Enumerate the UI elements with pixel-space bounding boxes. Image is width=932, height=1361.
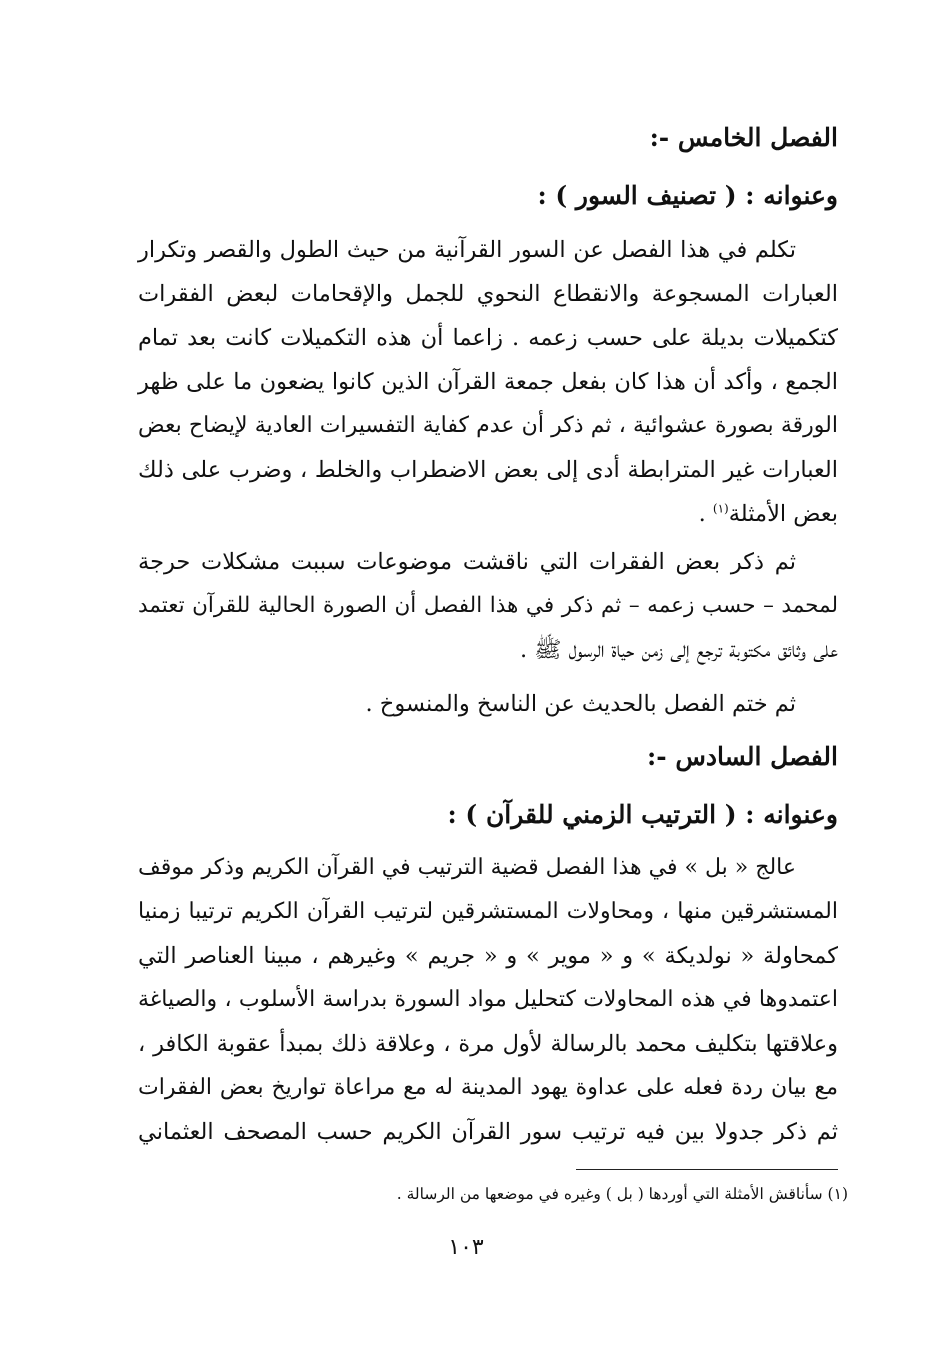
chapter-6-title: وعنوانه : ( الترتيب الزمني للقرآن ) : xyxy=(447,800,838,829)
text-line: تكلم في هذا الفصل عن السور القرآنية من حيث الطول والقصر وتكرار xyxy=(138,237,796,263)
footnote: (١) سأناقش الأمثلة التي أوردها ( بل ) وغيره في موضعها من الرسالة . xyxy=(396,1185,848,1203)
text-line: اعتمدوها في هذه المحاولات كتحليل مواد السورة بدراسة الأسلوب ، والصياغة xyxy=(138,987,838,1012)
text-line: ثم ذكر بعض الفقرات التي ناقشت موضوعات سببت مشكلات حرجة xyxy=(138,549,796,575)
chapter-6-heading: الفصل السادس -: xyxy=(647,742,838,771)
chapter-5-paragraph-3 xyxy=(138,682,838,726)
text-line: كمحاولة « نولديكة » و « موير » و « جريم » وغيرهم ، مبينا العناصر التي xyxy=(138,943,838,969)
text-line: وعلاقتها بتكليف محمد بالرسالة لأول مرة ، وعلاقة ذلك بمبدأ عقوبة الكافر ، xyxy=(138,1031,838,1057)
chapter-5-title: وعنوانه : ( تصنيف السور ) : xyxy=(537,181,838,210)
text-line: الورقة بصورة عشوائية ، ثم ذكر أن عدم كفاية التفسيرات العادية لإيضاح بعض xyxy=(138,413,838,438)
chapter-5-heading: الفصل الخامس -: xyxy=(649,123,838,152)
text-line: لمحمد – حسب زعمه – ثم ذكر في هذا الفصل أن الصورة الحالية للقرآن تعتمد xyxy=(138,593,838,618)
footnote-reference: (١) xyxy=(712,501,729,516)
chapter-5-paragraph-1 xyxy=(138,228,838,536)
text-line: عالج « بل » في هذا الفصل قضية الترتيب في القرآن الكريم وذكر موقف xyxy=(138,855,796,880)
footnote-divider xyxy=(576,1169,838,1170)
chapter-5-paragraph-2 xyxy=(138,540,838,672)
text-line: العبارات المسجوعة والانقطاع النحوي للجمل والإقحامات لبعض الفقرات xyxy=(138,281,838,307)
text-line: مع بيان ردة فعله على عداوة يهود المدينة له مع مراعاة تواريخ بعض الفقرات xyxy=(138,1075,838,1100)
text-line: المستشرقين منها ، ومحاولات المستشرقين لترتيب القرآن الكريم ترتيبا زمنيا xyxy=(138,899,838,924)
text-line xyxy=(138,492,838,536)
text-line-end: . xyxy=(698,501,713,527)
text-line: العبارات غير المترابطة أدى إلى بعض الاضطراب والخلط ، وضرب على ذلك xyxy=(138,457,838,483)
text-line: ثم ذكر جدولا بين فيه ترتيب سور القرآن الكريم حسب المصحف العثماني xyxy=(138,1119,838,1145)
page-number: ١٠٣ xyxy=(448,1235,484,1260)
chapter-6-paragraph-1 xyxy=(138,846,838,1154)
text-line: الجمع ، وأكد أن هذا كان بفعل جمعة القرآن الذين كانوا يضعون ما على ظهر xyxy=(138,369,838,395)
text-line: كتكميلات بديلة على حسب زعمه . زاعما أن هذه التكميلات كانت بعد تمام xyxy=(138,325,838,351)
text-line: على وثائق مكتوبة ترجع إلى زمن حياة الرسول ﷺ . xyxy=(519,637,838,663)
text-line-content: بعض الأمثلة xyxy=(728,501,838,527)
text-line: ثم ختم الفصل بالحديث عن الناسخ والمنسوخ . xyxy=(365,691,796,717)
